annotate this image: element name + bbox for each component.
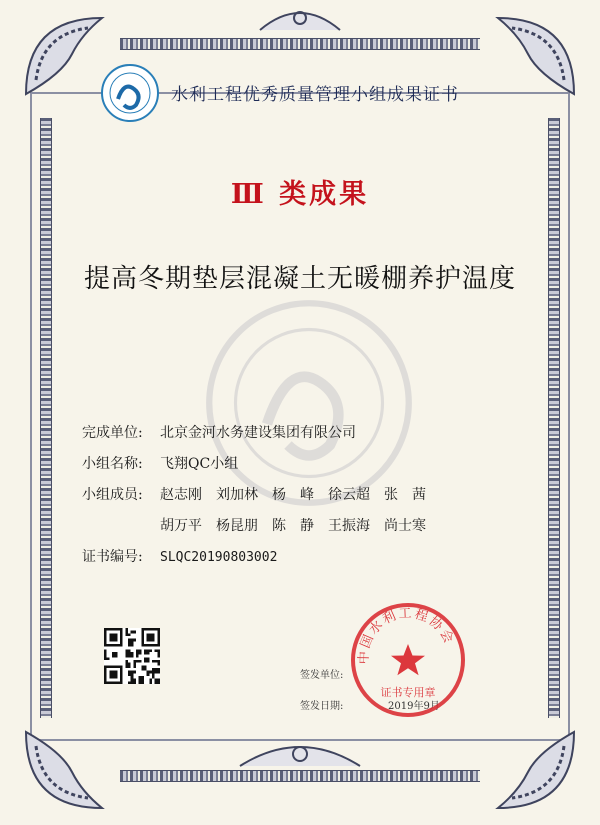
project-title: 提高冬期垫层混凝土无暖棚养护温度 — [83, 264, 516, 294]
member-name: 杨昆朋 — [216, 518, 258, 534]
issue-date-label: 签发日期: — [300, 701, 344, 712]
member-name: 尚士寒 — [384, 518, 426, 534]
corner-ornament-bottom-left — [22, 728, 106, 812]
certificate-title: 水利工程优秀质量管理小组成果证书 — [171, 85, 459, 105]
top-center-ornament — [256, 2, 344, 32]
completion-unit-label: 完成单位: — [82, 425, 143, 441]
issuer-unit-label: 签发单位: — [300, 670, 344, 681]
top-border — [120, 38, 480, 50]
bottom-center-ornament — [236, 736, 364, 770]
members-label: 小组成员: — [82, 487, 143, 503]
members-row — [82, 484, 440, 504]
bottom-border — [120, 770, 480, 782]
group-name-label: 小组名称: — [82, 456, 143, 472]
cert-number-label: 证书编号: — [82, 549, 143, 565]
corner-ornament-top-right — [494, 14, 578, 98]
member-name: 张 茜 — [384, 487, 426, 503]
cert-number-row — [82, 546, 277, 566]
member-name: 徐云超 — [328, 487, 370, 503]
seal-subtext: 证书专用章 — [380, 686, 436, 699]
member-name: 刘加林 — [216, 487, 258, 503]
member-name: 王振海 — [328, 518, 370, 534]
issue-date-value: 2019年9月 — [388, 701, 440, 712]
member-name: 赵志刚 — [160, 487, 202, 503]
group-name-row — [82, 453, 238, 473]
qr-code[interactable] — [104, 628, 160, 684]
official-seal — [348, 600, 468, 720]
completion-unit-row — [82, 422, 356, 442]
member-name: 陈 静 — [272, 518, 314, 534]
corner-ornament-top-left — [22, 14, 106, 98]
award-level: Ⅲ 类成果 — [230, 179, 370, 210]
corner-ornament-bottom-right — [494, 728, 578, 812]
completion-unit-value: 北京金河水务建设集团有限公司 — [160, 425, 356, 441]
members-row-2 — [160, 515, 440, 535]
member-name: 胡万平 — [160, 518, 202, 534]
group-name-value: 飞翔QC小组 — [160, 456, 239, 472]
cert-number-value: SLQC20190803002 — [160, 550, 278, 565]
seal-text: 中国水利工程协会 — [356, 606, 457, 665]
association-logo — [100, 63, 160, 123]
member-name: 杨 峰 — [272, 487, 314, 503]
